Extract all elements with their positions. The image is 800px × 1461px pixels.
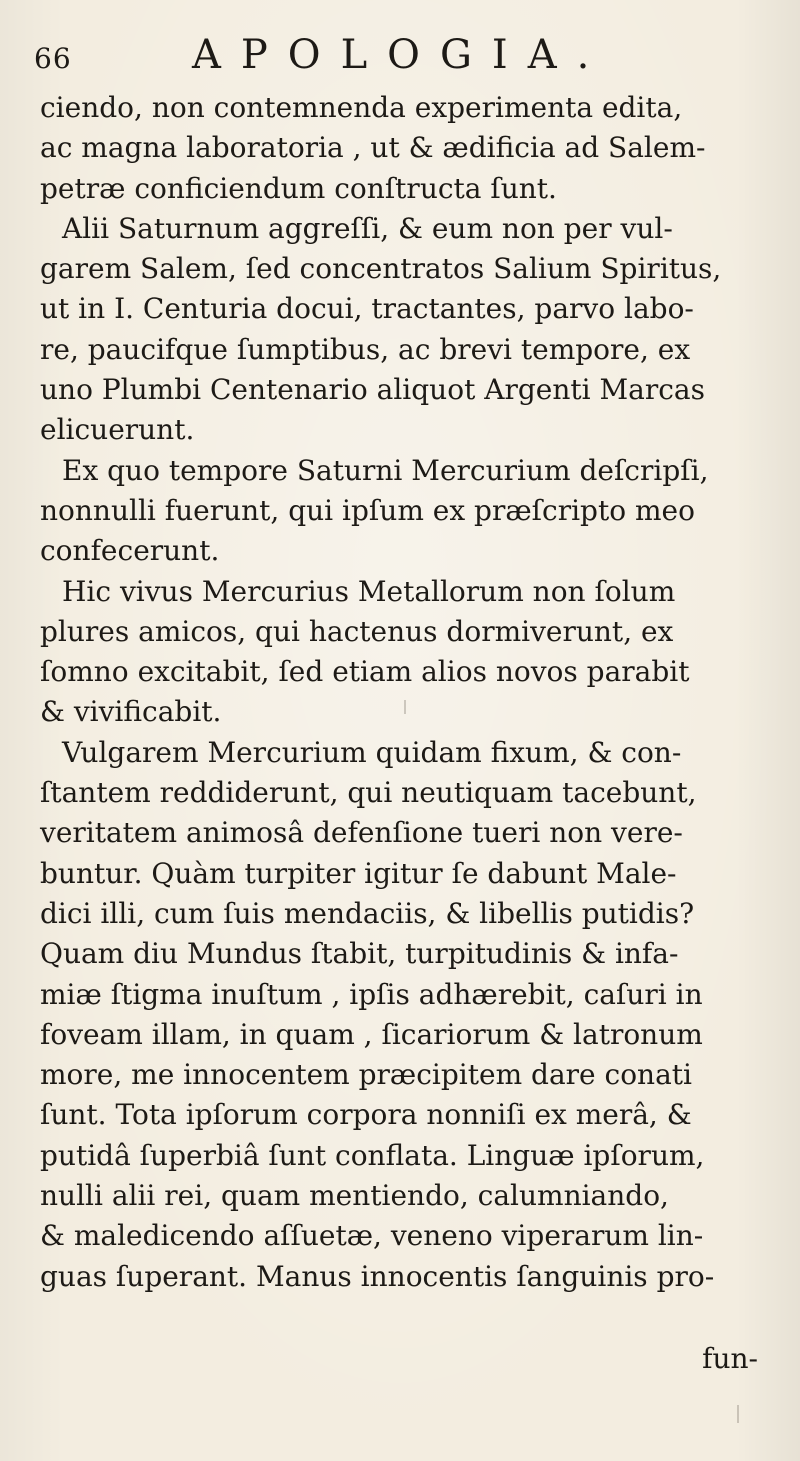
text-line: uno Plumbi Centenario aliquot Argenti Marcas xyxy=(40,373,705,407)
paper-speck xyxy=(737,1405,739,1423)
text-line: miæ ſtigma inuſtum , ipſis adhærebit, caſuri in xyxy=(40,977,703,1011)
text-line: confecerunt. xyxy=(40,534,220,568)
catchword: fun- xyxy=(702,1342,758,1375)
text-line: ciendo, non contemnenda experimenta edita, xyxy=(40,91,683,124)
text-line: Alii Saturnum aggreſſi, & eum non per vul- xyxy=(62,211,673,245)
text-line: guas ſuperant. Manus innocentis ſanguinis pro- xyxy=(40,1259,715,1293)
text-line: Hic vivus Mercurius Metallorum non ſolum xyxy=(62,574,676,608)
text-line: ſunt. Tota ipſorum corpora nonniſi ex merâ, & xyxy=(40,1098,692,1132)
text-line: ſomno excitabit, ſed etiam alios novos parabit xyxy=(40,655,690,689)
page-header xyxy=(34,22,774,82)
text-line: re, paucifque ſumptibus, ac brevi tempore, ex xyxy=(40,332,691,366)
text-line: garem Salem, ſed concentratos Salium Spiritus, xyxy=(40,252,722,286)
running-head: APOLOGIA. xyxy=(192,32,610,78)
text-line: dici illi, cum ſuis mendaciis, & libellis putidis? xyxy=(40,896,695,930)
text-line: putidâ ſuperbiâ ſunt conflata. Linguæ ipſorum, xyxy=(40,1138,705,1172)
text-line: Ex quo tempore Saturni Mercurium deſcripſi, xyxy=(62,453,709,487)
body-text xyxy=(40,88,780,1297)
text-line: & maledicendo aſſuetæ, veneno viperarum lin- xyxy=(40,1219,704,1253)
text-line: plures amicos, qui hactenus dormiverunt, ex xyxy=(40,614,674,648)
text-line: nulli alii rei, quam mentiendo, calumniando, xyxy=(40,1179,669,1213)
text-line: elicuerunt. xyxy=(40,413,195,447)
text-line: more, me innocentem præcipitem dare conati xyxy=(40,1058,692,1092)
text-line: ſtantem reddiderunt, qui neutiquam tacebunt, xyxy=(40,776,697,810)
text-line: buntur. Quàm turpiter igitur ſe dabunt Male- xyxy=(40,856,677,890)
text-line: ac magna laboratoria , ut & ædificia ad Salem- xyxy=(40,131,706,165)
text-line: Quam diu Mundus ſtabit, turpitudinis & infa- xyxy=(40,937,679,971)
text-line: nonnulli fuerunt, qui ipſum ex præſcripto meo xyxy=(40,493,695,527)
text-line: veritatem animosâ defenſione tueri non vere- xyxy=(40,816,683,850)
text-line: & vivificabit. xyxy=(40,695,222,729)
text-line: ut in I. Centuria docui, tractantes, parvo labo- xyxy=(40,292,694,326)
text-line: petræ conficiendum conſtructa ſunt. xyxy=(40,171,557,205)
text-line: foveam illam, in quam , ſicariorum & latronum xyxy=(40,1017,703,1051)
text-line: Vulgarem Mercurium quidam fixum, & con- xyxy=(62,735,682,769)
paper-speck xyxy=(404,700,406,714)
page-number: 66 xyxy=(34,42,72,75)
